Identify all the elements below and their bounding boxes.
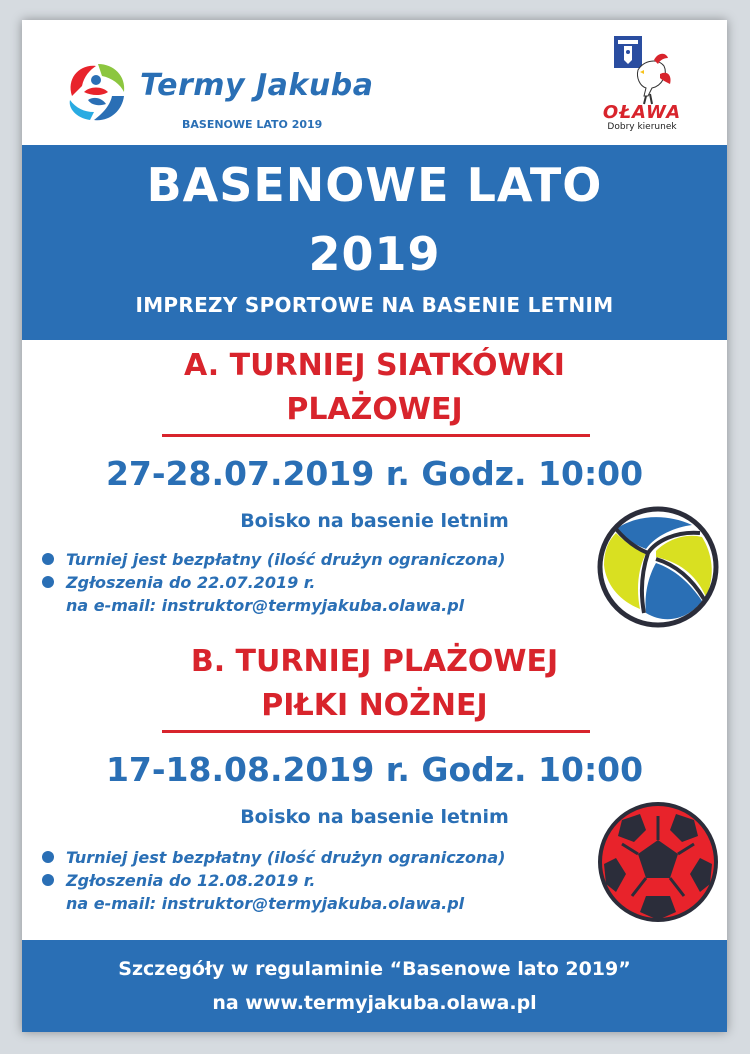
- footer-line1: Szczegóły w regulaminie “Basenowe lato 2019”: [118, 958, 631, 980]
- event-a-email-link[interactable]: na e-mail: instruktor@termyjakuba.olawa.pl: [66, 596, 465, 615]
- event-a-date: 27-28.07.2019 r. Godz. 10:00: [105, 454, 644, 493]
- city-name: OŁAWA: [602, 102, 682, 123]
- banner-year: 2019: [308, 227, 441, 281]
- event-b-place: Boisko na basenie letnim: [240, 806, 509, 828]
- event-b-date: 17-18.08.2019 r. Godz. 10:00: [105, 750, 644, 789]
- olawa-coat-of-arms-icon: [604, 30, 674, 108]
- football-icon: [596, 800, 720, 924]
- event-a-title-line2: PLAŻOWEJ: [286, 392, 463, 427]
- brand-subtitle: BASENOWE LATO 2019: [182, 118, 323, 131]
- bullet-dot: [42, 874, 54, 886]
- event-b-registration-text: Zgłoszenia do 12.08.2019 r.: [66, 871, 316, 890]
- bullet-dot: [42, 576, 54, 588]
- event-a-registration-text: Zgłoszenia do 22.07.2019 r.: [66, 573, 316, 592]
- event-b-info: [40, 846, 600, 915]
- event-b-email-link[interactable]: na e-mail: instruktor@termyjakuba.olawa.pl: [66, 894, 465, 913]
- event-a-info: [40, 548, 600, 617]
- brand-name: Termy Jakuba: [140, 68, 374, 103]
- event-b-bullet-free-text: Turniej jest bezpłatny (ilość drużyn ograniczona): [66, 848, 506, 867]
- event-a-email-line: [40, 594, 600, 617]
- event-b-title-line2: PIŁKI NOŻNEJ: [261, 688, 488, 723]
- poster: [22, 20, 727, 1032]
- event-b-email-line: [40, 892, 600, 915]
- bullet-dot: [42, 851, 54, 863]
- bullet-dot: [42, 553, 54, 565]
- banner-title: BASENOWE LATO: [146, 158, 603, 212]
- volleyball-icon: [596, 505, 720, 629]
- banner-subtitle: IMPREZY SPORTOWE NA BASENIE LETNIM: [135, 293, 614, 317]
- termy-jakuba-logo-icon: [62, 56, 132, 126]
- event-b-bullet-free: [40, 846, 600, 869]
- footer-website-link[interactable]: na www.termyjakuba.olawa.pl: [212, 992, 537, 1014]
- event-a-title-line1: A. TURNIEJ SIATKÓWKI: [184, 348, 565, 383]
- event-a-underline: [162, 434, 590, 437]
- event-a-place: Boisko na basenie letnim: [240, 510, 509, 532]
- event-b-title-line1: B. TURNIEJ PLAŻOWEJ: [190, 644, 559, 679]
- event-a-bullet-free-text: Turniej jest bezpłatny (ilość drużyn ograniczona): [66, 550, 506, 569]
- event-b-underline: [162, 730, 590, 733]
- event-a-bullet-registration: [40, 571, 600, 594]
- event-a-bullet-free: [40, 548, 600, 571]
- event-b-bullet-registration: [40, 869, 600, 892]
- title-banner: [22, 145, 727, 340]
- footer-banner: [22, 940, 727, 1032]
- city-slogan: Dobry kierunek: [607, 122, 677, 132]
